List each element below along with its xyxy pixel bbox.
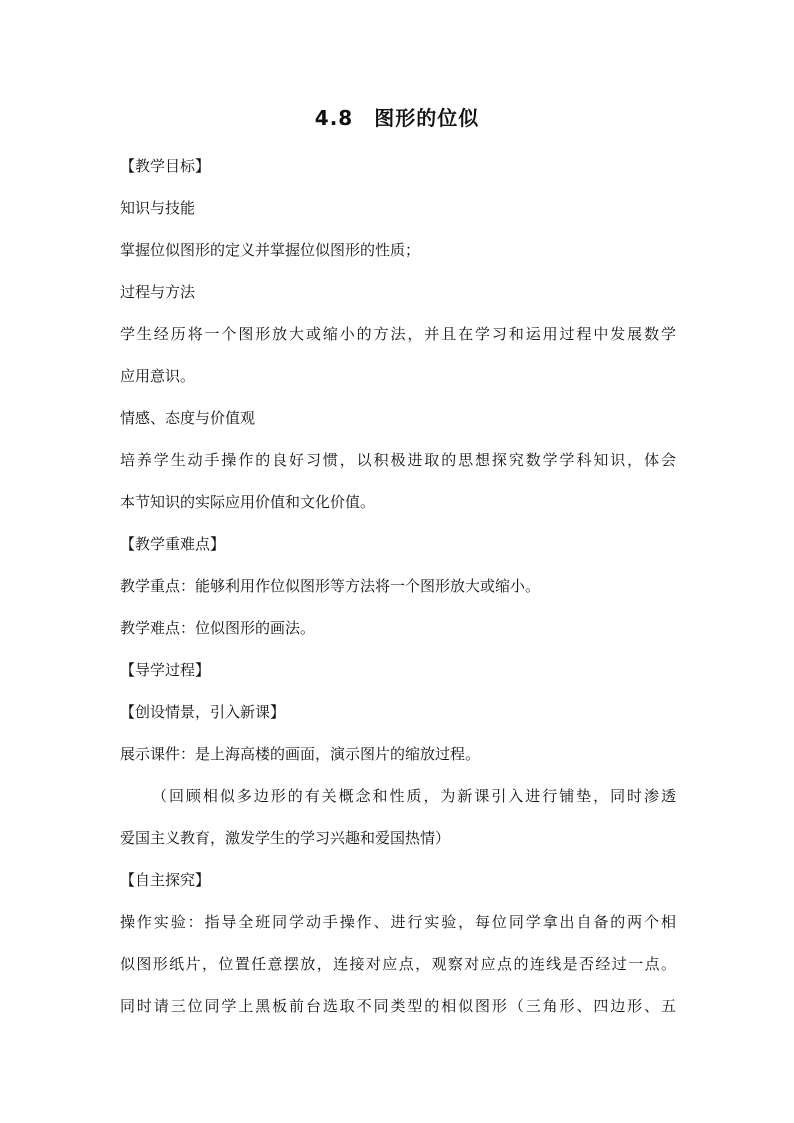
paragraph-line: 教学重点：能够利用作位似图形等方法将一个图形放大或缩小。	[120, 577, 541, 595]
paragraph-line: 教学难点：位似图形的画法。	[120, 619, 316, 637]
paragraph-line: 似图形纸片，位置任意摆放，连接对应点，观察对应点的连线是否经过一点。	[120, 955, 676, 973]
subheading-knowledge-skills: 知识与技能	[120, 199, 196, 217]
document-body	[120, 145, 676, 1027]
subheading-emotion-values: 情感、态度与价值观	[120, 409, 256, 427]
paragraph-line: 培养学生动手操作的良好习惯，以积极进取的思想探究数学学科知识，体会	[120, 451, 676, 469]
paragraph-line: 学生经历将一个图形放大或缩小的方法，并且在学习和运用过程中发展数学	[120, 325, 676, 343]
document-title: 4.8 图形的位似	[314, 106, 480, 130]
paragraph-line: （回顾相似多边形的有关概念和性质，为新课引入进行铺垫，同时渗透	[152, 787, 676, 805]
paragraph-line: 爱国主义教育，激发学生的学习兴趣和爱国热情）	[120, 829, 451, 847]
section-heading-teaching-goals: 【教学目标】	[120, 157, 211, 175]
section-heading-self-exploration: 【自主探究】	[120, 871, 211, 889]
section-heading-guided-process: 【导学过程】	[120, 661, 211, 679]
paragraph-line: 同时请三位同学上黑板前台选取不同类型的相似图形（三角形、四边形、五	[120, 997, 676, 1015]
paragraph-line: 本节知识的实际应用价值和文化价值。	[120, 493, 376, 511]
section-heading-introduction: 【创设情景，引入新课】	[120, 703, 286, 721]
subheading-process-methods: 过程与方法	[120, 283, 196, 301]
paragraph-line: 应用意识。	[120, 367, 196, 385]
paragraph-line: 操作实验：指导全班同学动手操作、进行实验，每位同学拿出自备的两个相	[120, 913, 676, 931]
paragraph-line: 展示课件：是上海高楼的画面，演示图片的缩放过程。	[120, 745, 481, 763]
section-heading-key-points: 【教学重难点】	[120, 535, 226, 553]
paragraph-line: 掌握位似图形的定义并掌握位似图形的性质；	[120, 241, 421, 259]
